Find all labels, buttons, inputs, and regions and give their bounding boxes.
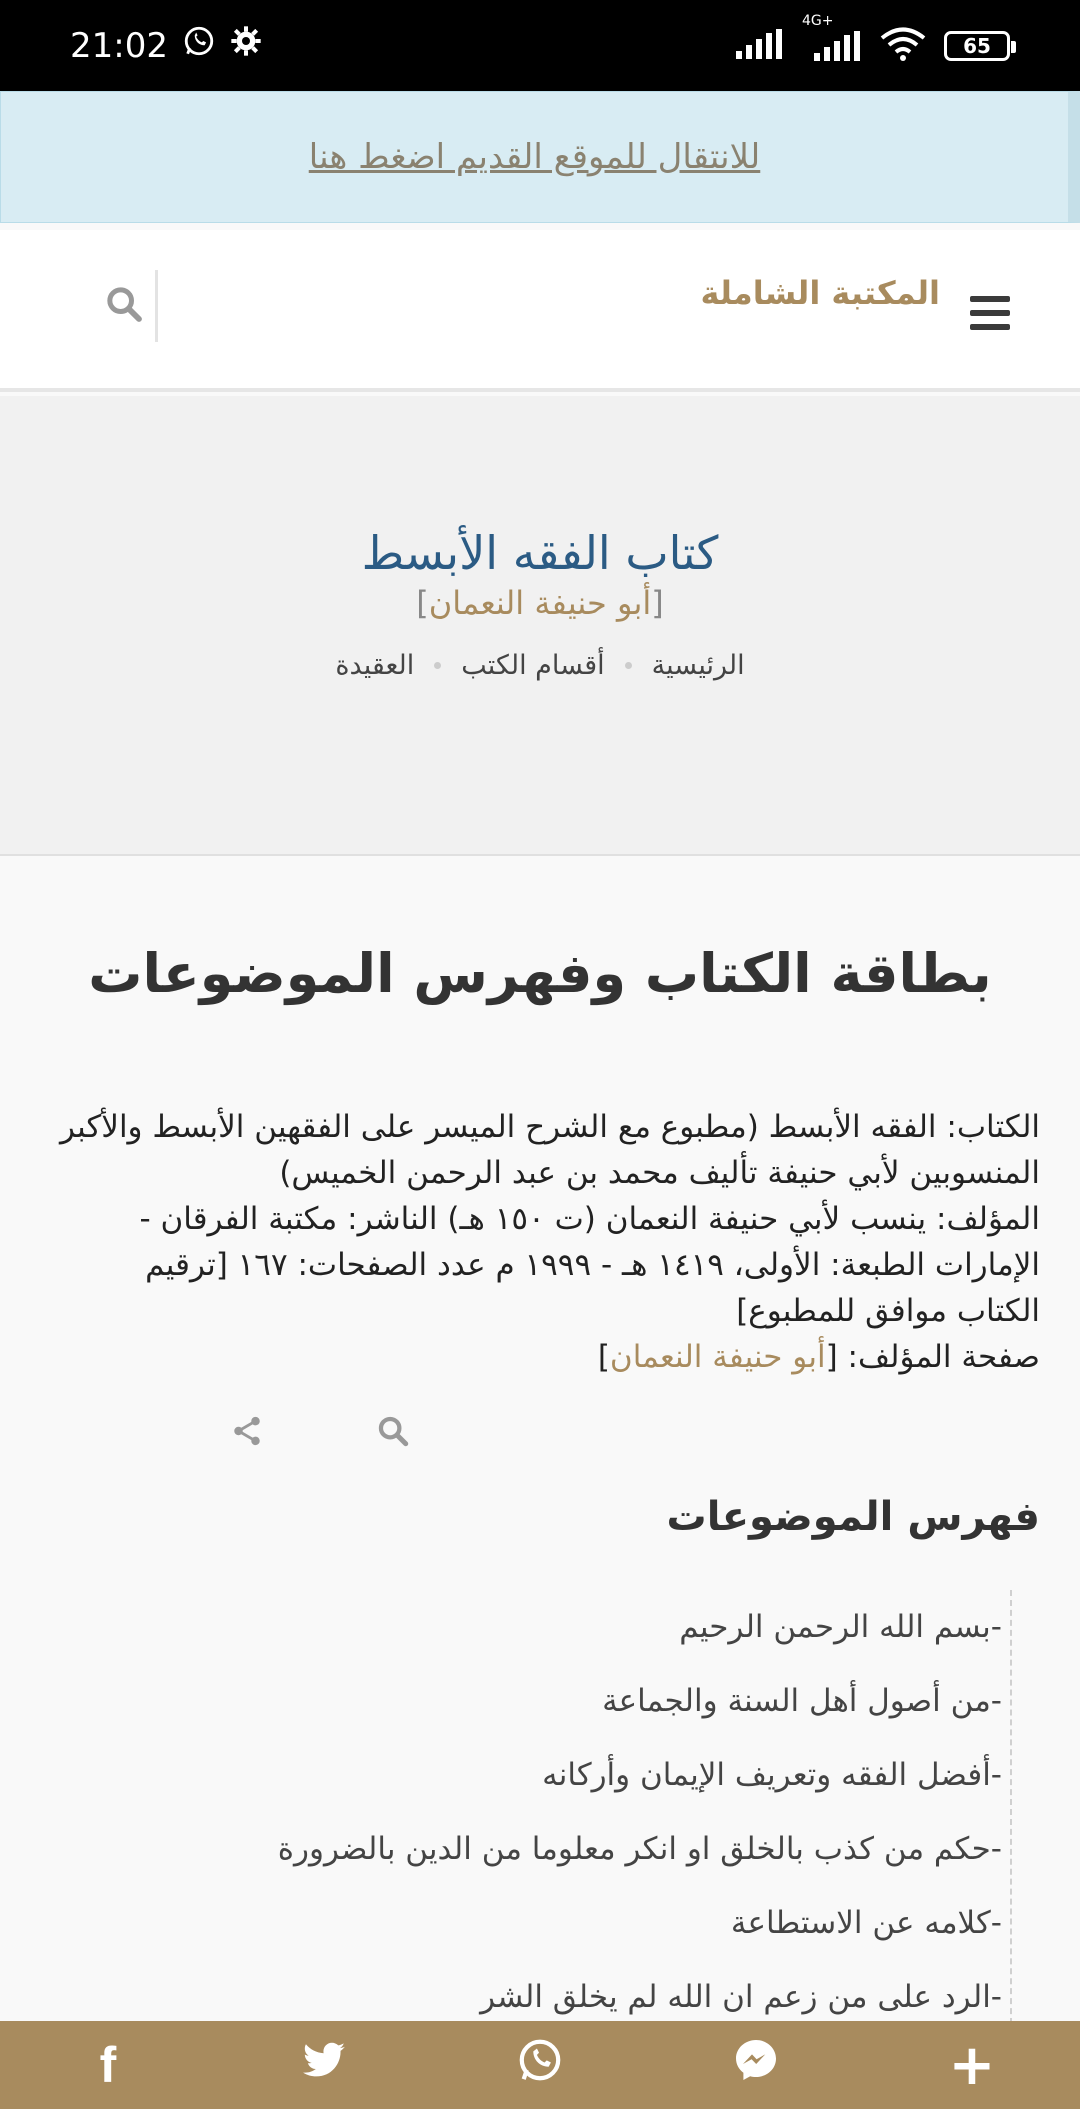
whatsapp-icon: [517, 2037, 563, 2094]
search-icon: [104, 284, 144, 328]
signal-icon: [736, 29, 784, 63]
site-brand[interactable]: المكتبة الشاملة: [700, 274, 940, 312]
header-search-button[interactable]: [104, 270, 158, 342]
breadcrumb-separator: [434, 662, 441, 669]
twitter-icon: [301, 2040, 347, 2091]
network-type: 4G+: [802, 12, 834, 29]
facebook-share-button[interactable]: [78, 2035, 138, 2095]
author-page-line: [60, 1334, 1040, 1380]
page-title: بطاقة الكتاب وفهرس الموضوعات: [88, 942, 992, 1005]
book-tools: [230, 1408, 410, 1458]
toc-item[interactable]: -أفضل الفقه وتعريف الإيمان وأركانه: [542, 1757, 1002, 1793]
toc-title: فهرس الموضوعات: [666, 1494, 1040, 1540]
author-bracket-open: [: [651, 584, 664, 622]
book-title: كتاب الفقه الأبسط: [361, 526, 719, 580]
messenger-icon: [732, 2036, 780, 2095]
book-hero: [0, 396, 1080, 856]
old-site-link[interactable]: للانتقال للموقع القديم اضغط هنا: [308, 137, 761, 177]
breadcrumb-separator: [625, 662, 632, 669]
author-page-label: صفحة المؤلف:: [837, 1339, 1040, 1375]
twitter-share-button[interactable]: [294, 2035, 354, 2095]
status-bar: [0, 0, 1080, 91]
menu-icon[interactable]: [970, 296, 1010, 330]
battery-level: 65: [963, 33, 991, 58]
status-time: 21:02: [70, 25, 168, 66]
whatsapp-share-button[interactable]: [510, 2035, 570, 2095]
breadcrumb: [0, 650, 1080, 681]
breadcrumb-categories[interactable]: أقسام الكتب: [461, 650, 605, 681]
share-icon[interactable]: [230, 1414, 264, 1452]
battery-icon: [944, 31, 1010, 61]
settings-notification-icon: [230, 25, 262, 66]
book-search-icon[interactable]: [376, 1414, 410, 1452]
author-bracket-close: ]: [416, 584, 429, 622]
book-card: [60, 1104, 1040, 1380]
toc-item[interactable]: -من أصول أهل السنة والجماعة: [602, 1683, 1002, 1719]
book-info-line: الكتاب: الفقه الأبسط (مطبوع مع الشرح الميسر على الفقهين الأبسط والأكبر المنسوبين لأبي حنيفة تأليف محمد بن عبد الرحمن الخميس): [60, 1109, 1040, 1191]
toc-list: [132, 1590, 1012, 2034]
messenger-share-button[interactable]: [726, 2035, 786, 2095]
toc-item[interactable]: -كلامه عن الاستطاعة: [730, 1905, 1002, 1941]
toc-item[interactable]: -حكم من كذب بالخلق او انكر معلوما من الدين بالضرورة: [277, 1831, 1002, 1867]
book-info-line: المؤلف: ينسب لأبي حنيفة النعمان (ت ١٥٠ هـ) الناشر: مكتبة الفرقان - الإمارات الطبعة: الأولى، ١٤١٩ هـ - ١٩٩٩ م عدد الصفحات: ١٦٧ [ترقيم الكتاب موافق للمطبوع]: [139, 1201, 1040, 1329]
old-site-notice: [0, 91, 1080, 223]
toc-item[interactable]: -الرد على من زعم ان الله لم يخلق الشر: [480, 1979, 1002, 2015]
book-author-link[interactable]: أبو حنيفة النعمان: [428, 584, 652, 622]
breadcrumb-home[interactable]: الرئيسية: [651, 650, 745, 681]
share-bar: [0, 2021, 1080, 2109]
plus-icon: +: [948, 2032, 996, 2098]
author-page-bracket-close: ]: [597, 1339, 610, 1375]
site-header: [0, 230, 1080, 392]
facebook-icon: f: [99, 2037, 117, 2093]
breadcrumb-creed[interactable]: العقيدة: [335, 650, 415, 681]
wifi-icon: [880, 27, 926, 65]
more-share-button[interactable]: [942, 2032, 1002, 2098]
toc-item[interactable]: -بسم الله الرحمن الرحيم: [679, 1609, 1002, 1645]
signal-4g-icon: [802, 12, 862, 61]
book-author: [0, 584, 1080, 622]
author-page-bracket-open: [: [825, 1339, 838, 1375]
author-page-link[interactable]: أبو حنيفة النعمان: [609, 1339, 826, 1375]
whatsapp-notification-icon: [182, 24, 216, 67]
